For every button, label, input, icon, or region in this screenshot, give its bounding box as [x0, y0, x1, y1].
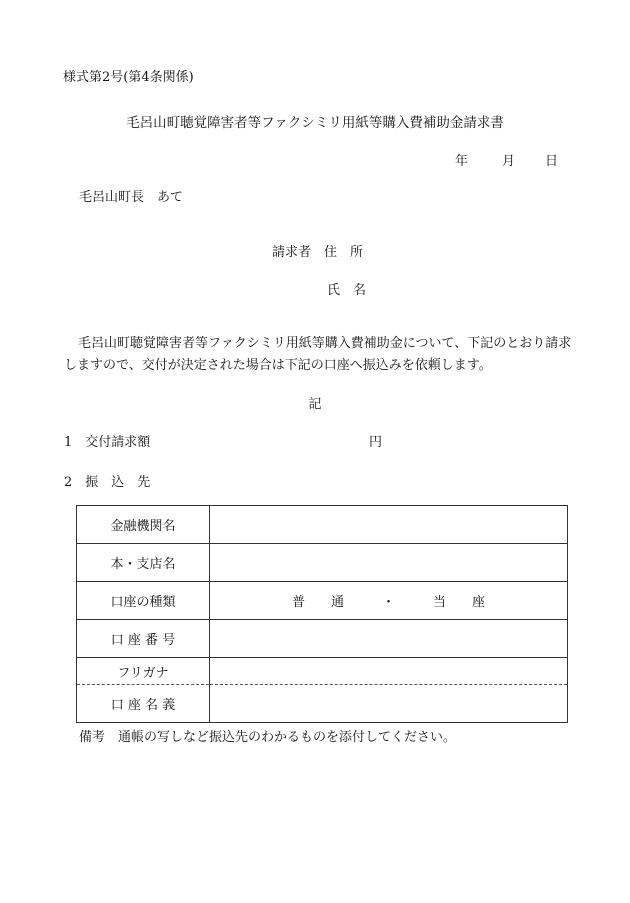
table-row — [77, 658, 568, 685]
table-row — [77, 544, 568, 582]
document-title: 毛呂山町聴覚障害者等ファクシミリ用紙等購入費補助金請求書 — [126, 115, 504, 131]
remarks-note: 備考 通帳の写しなど振込先のわかるものを添付してください。 — [79, 730, 457, 745]
table-row — [77, 620, 568, 658]
date-day-label: 日 — [545, 154, 559, 169]
addressee: 毛呂山町長 あて — [79, 190, 184, 205]
item-1-request-amount-label: 1 交付請求額 — [64, 435, 151, 450]
date-year-label: 年 — [455, 154, 469, 169]
table-row — [77, 506, 568, 544]
account-holder-field[interactable] — [210, 685, 568, 723]
branch-name-label: 本・支店名 — [77, 544, 210, 582]
branch-name-field[interactable] — [210, 544, 568, 582]
furigana-label: フリガナ — [77, 658, 210, 685]
date-line — [455, 150, 558, 169]
table-row — [77, 685, 568, 723]
furigana-field[interactable] — [210, 658, 568, 685]
bank-transfer-table — [76, 505, 568, 723]
item-2-transfer-destination-label: 2 振 込 先 — [64, 475, 151, 490]
account-type-ordinary-option[interactable]: 普 通 — [291, 595, 344, 610]
applicant-address-label: 請求者 住 所 — [272, 245, 364, 260]
account-type-current-option[interactable]: 当 座 — [433, 595, 486, 610]
date-month-label: 月 — [502, 154, 516, 169]
table-row — [77, 582, 568, 620]
account-number-field[interactable] — [210, 620, 568, 658]
item-1-yen-unit: 円 — [369, 435, 383, 450]
account-holder-label: 口 座 名 義 — [77, 685, 210, 723]
ki-heading: 記 — [308, 397, 322, 412]
bank-name-label: 金融機関名 — [77, 506, 210, 544]
account-type-separator: ・ — [381, 595, 395, 610]
bank-name-field[interactable] — [210, 506, 568, 544]
account-type-label: 口座の種類 — [77, 582, 210, 620]
account-number-label: 口 座 番 号 — [77, 620, 210, 658]
account-type-options — [210, 582, 568, 620]
request-body-text: 毛呂山町聴覚障害者等ファクシミリ用紙等購入費補助金について、下記のとおり請求しますので、交付が決定された場合は下記の口座へ振込みを依頼します。 — [64, 336, 572, 373]
form-number: 様式第2号(第4条関係) — [63, 70, 194, 85]
applicant-name-label: 氏 名 — [327, 283, 367, 298]
